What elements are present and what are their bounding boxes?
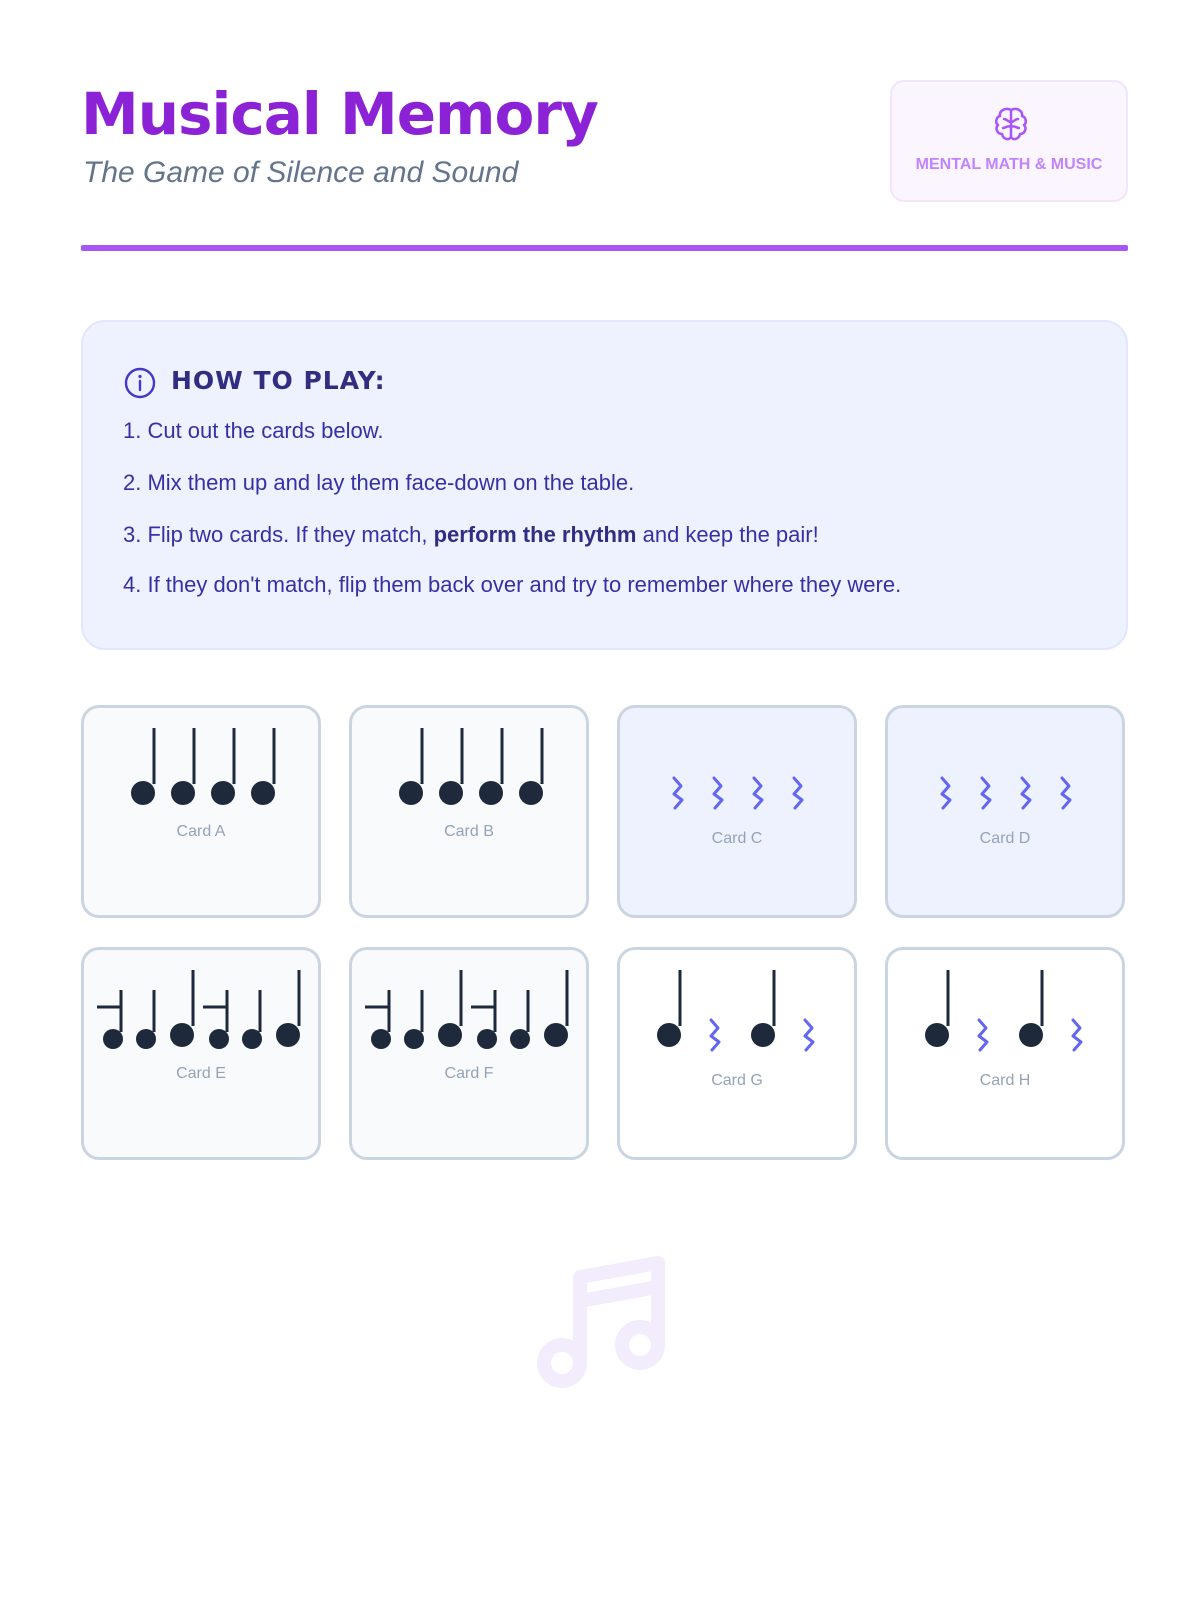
- brain-icon: [991, 104, 1031, 144]
- card-label: Card B: [444, 823, 494, 840]
- how-to-play-box: [81, 320, 1128, 650]
- rhythm-eighths-and-quarters: [84, 950, 318, 1157]
- instruction-step-3: [123, 522, 819, 548]
- music-note-icon: [532, 1245, 682, 1395]
- memory-card-e[interactable]: [81, 947, 321, 1160]
- card-label: Card G: [711, 1072, 763, 1089]
- memory-card-c[interactable]: [617, 705, 857, 918]
- page-header: [81, 80, 1128, 250]
- card-label: Card F: [444, 1065, 494, 1082]
- card-label: Card E: [176, 1065, 226, 1082]
- memory-card-h[interactable]: [885, 947, 1125, 1160]
- rhythm-eighths-and-quarters: [352, 950, 586, 1157]
- step-3-emphasis: perform the rhythm: [433, 522, 637, 547]
- topic-badge: [890, 80, 1128, 202]
- memory-card-f[interactable]: [349, 947, 589, 1160]
- instruction-step-1: 1. Cut out the cards below.: [123, 418, 384, 443]
- rhythm-quarter-rest-pattern: [620, 950, 854, 1157]
- rhythm-four-quarter-rests: [620, 708, 854, 915]
- page-subtitle: The Game of Silence and Sound: [83, 156, 519, 189]
- rhythm-four-quarter-rests: [888, 708, 1122, 915]
- page-title: Musical Memory: [81, 80, 598, 148]
- memory-card-d[interactable]: [885, 705, 1125, 918]
- memory-card-g[interactable]: [617, 947, 857, 1160]
- memory-card-b[interactable]: [349, 705, 589, 918]
- card-label: Card A: [176, 823, 226, 840]
- card-label: Card C: [711, 830, 763, 847]
- memory-card-a[interactable]: [81, 705, 321, 918]
- badge-label: MENTAL MATH & MUSIC: [915, 156, 1103, 173]
- rhythm-quarter-rest-pattern: [888, 950, 1122, 1157]
- rhythm-four-quarter-notes: [352, 708, 586, 915]
- instruction-step-4: 4. If they don't match, flip them back over and try to remember where they were.: [123, 572, 902, 597]
- instruction-step-2: 2. Mix them up and lay them face-down on the table.: [123, 470, 635, 495]
- step-3-text-end: and keep the pair!: [636, 522, 819, 547]
- card-label: Card D: [979, 830, 1031, 847]
- how-to-play-heading: HOW TO PLAY:: [171, 366, 386, 395]
- step-3-text-start: 3. Flip two cards. If they match,: [123, 522, 434, 547]
- rhythm-four-quarter-notes: [84, 708, 318, 915]
- header-divider: [81, 245, 1128, 251]
- info-icon: [123, 366, 157, 400]
- card-label: Card H: [979, 1072, 1031, 1089]
